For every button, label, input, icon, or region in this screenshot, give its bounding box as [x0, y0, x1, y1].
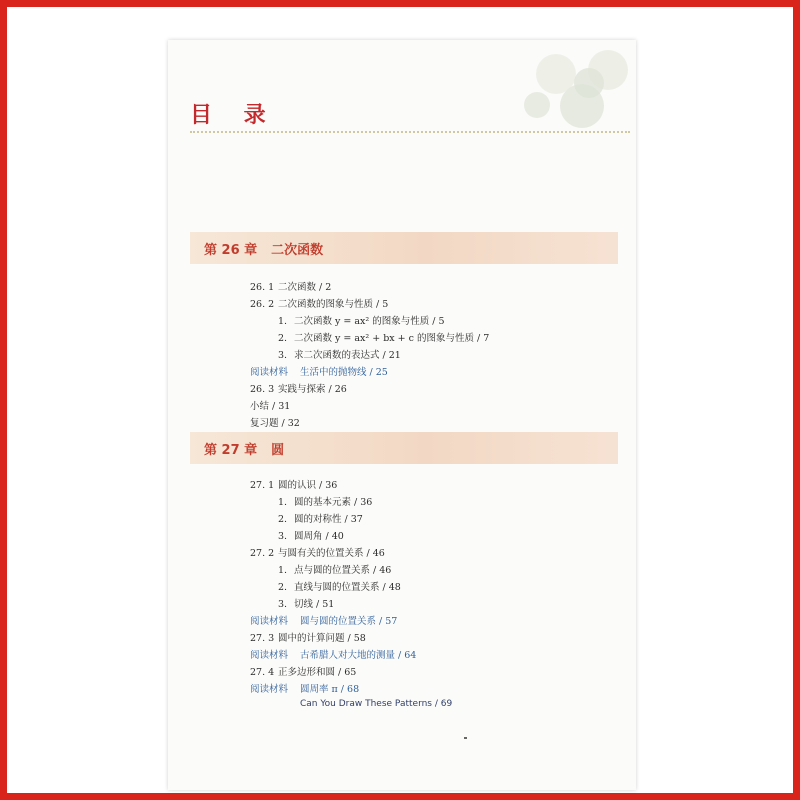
- entry-text: Can You Draw These Patterns / 69: [300, 699, 453, 709]
- subsection-number: 1.: [278, 316, 288, 327]
- entry-text: 求二次函数的表达式 / 21: [294, 350, 401, 361]
- subsection-number: 1.: [278, 497, 288, 508]
- book-page: [168, 40, 636, 790]
- section-number: 27. 1: [250, 480, 275, 491]
- toc-reading-27-a[interactable]: [250, 613, 397, 627]
- title-divider: [190, 131, 630, 133]
- toc-reading-26-a[interactable]: [250, 364, 388, 378]
- page-mark: [464, 737, 467, 739]
- toc-entry-27-2-3[interactable]: [278, 596, 334, 610]
- entry-text: 生活中的抛物线 / 25: [300, 367, 388, 378]
- reading-label: 阅读材料: [250, 684, 289, 695]
- toc-entry-27-2-1[interactable]: [278, 562, 391, 576]
- toc-entry-review-26[interactable]: [250, 415, 300, 429]
- reading-label: 阅读材料: [250, 616, 289, 627]
- toc-entry-27-1-1[interactable]: [278, 494, 372, 508]
- chapter-number: 第 27 章: [204, 443, 258, 458]
- entry-text: 二次函数 y = ax² + bx + c 的图象与性质 / 7: [294, 333, 490, 344]
- entry-text: 复习题 / 32: [250, 418, 300, 429]
- chapter-26-label: [204, 239, 323, 258]
- toc-entry-27-3[interactable]: [250, 630, 366, 644]
- decor-circle: [524, 92, 550, 118]
- chapter-27-header: [190, 432, 618, 464]
- chapter-number: 第 26 章: [204, 243, 258, 258]
- subsection-number: 2.: [278, 333, 288, 344]
- toc-entry-summary-26[interactable]: [250, 398, 290, 412]
- toc-title: 目 录: [190, 103, 278, 128]
- toc-entry-27-1-2[interactable]: [278, 511, 363, 525]
- section-number: 26. 3: [250, 384, 275, 395]
- entry-text: 实践与探索 / 26: [278, 384, 347, 395]
- entry-text: 小结 / 31: [250, 401, 291, 412]
- toc-entry-26-1[interactable]: [250, 279, 331, 293]
- entry-text: 圆与圆的位置关系 / 57: [300, 616, 398, 627]
- section-number: 26. 2: [250, 299, 275, 310]
- chapter-name: 圆: [271, 443, 285, 458]
- toc-entry-26-2-2[interactable]: [278, 330, 489, 344]
- reading-label: 阅读材料: [250, 650, 289, 661]
- toc-entry-26-2[interactable]: [250, 296, 388, 310]
- entry-text: 二次函数 y = ax² 的图象与性质 / 5: [294, 316, 445, 327]
- toc-entry-english[interactable]: [300, 699, 452, 709]
- toc-entry-26-2-3[interactable]: [278, 347, 401, 361]
- subsection-number: 3.: [278, 599, 288, 610]
- entry-text: 正多边形和圆 / 65: [278, 667, 357, 678]
- toc-entry-27-2-2[interactable]: [278, 579, 401, 593]
- entry-text: 古希腊人对大地的测量 / 64: [300, 650, 417, 661]
- toc-reading-27-b[interactable]: [250, 647, 416, 661]
- toc-entry-27-2[interactable]: [250, 545, 385, 559]
- entry-text: 圆周率 π / 68: [300, 684, 360, 695]
- section-number: 26. 1: [250, 282, 275, 293]
- subsection-number: 3.: [278, 350, 288, 361]
- entry-text: 圆的对称性 / 37: [294, 514, 363, 525]
- chapter-26-header: [190, 232, 618, 264]
- toc-entry-26-3[interactable]: [250, 381, 347, 395]
- subsection-number: 2.: [278, 514, 288, 525]
- subsection-number: 2.: [278, 582, 288, 593]
- entry-text: 直线与圆的位置关系 / 48: [294, 582, 401, 593]
- entry-text: 圆周角 / 40: [294, 531, 344, 542]
- entry-text: 二次函数的图象与性质 / 5: [278, 299, 389, 310]
- section-number: 27. 2: [250, 548, 275, 559]
- entry-text: 圆的基本元素 / 36: [294, 497, 373, 508]
- entry-text: 切线 / 51: [294, 599, 335, 610]
- chapter-name: 二次函数: [271, 243, 324, 258]
- decor-circle: [574, 68, 604, 98]
- reading-label: 阅读材料: [250, 367, 289, 378]
- subsection-number: 1.: [278, 565, 288, 576]
- toc-entry-27-4[interactable]: [250, 664, 356, 678]
- entry-text: 圆中的计算问题 / 58: [278, 633, 366, 644]
- toc-reading-27-c[interactable]: [250, 681, 359, 695]
- toc-entry-27-1[interactable]: [250, 477, 337, 491]
- entry-text: 二次函数 / 2: [278, 282, 332, 293]
- section-number: 27. 3: [250, 633, 275, 644]
- toc-entry-26-2-1[interactable]: [278, 313, 445, 327]
- entry-text: 与圆有关的位置关系 / 46: [278, 548, 385, 559]
- chapter-27-label: [204, 439, 284, 458]
- section-number: 27. 4: [250, 667, 275, 678]
- toc-entry-27-1-3[interactable]: [278, 528, 344, 542]
- subsection-number: 3.: [278, 531, 288, 542]
- entry-text: 圆的认识 / 36: [278, 480, 338, 491]
- entry-text: 点与圆的位置关系 / 46: [294, 565, 392, 576]
